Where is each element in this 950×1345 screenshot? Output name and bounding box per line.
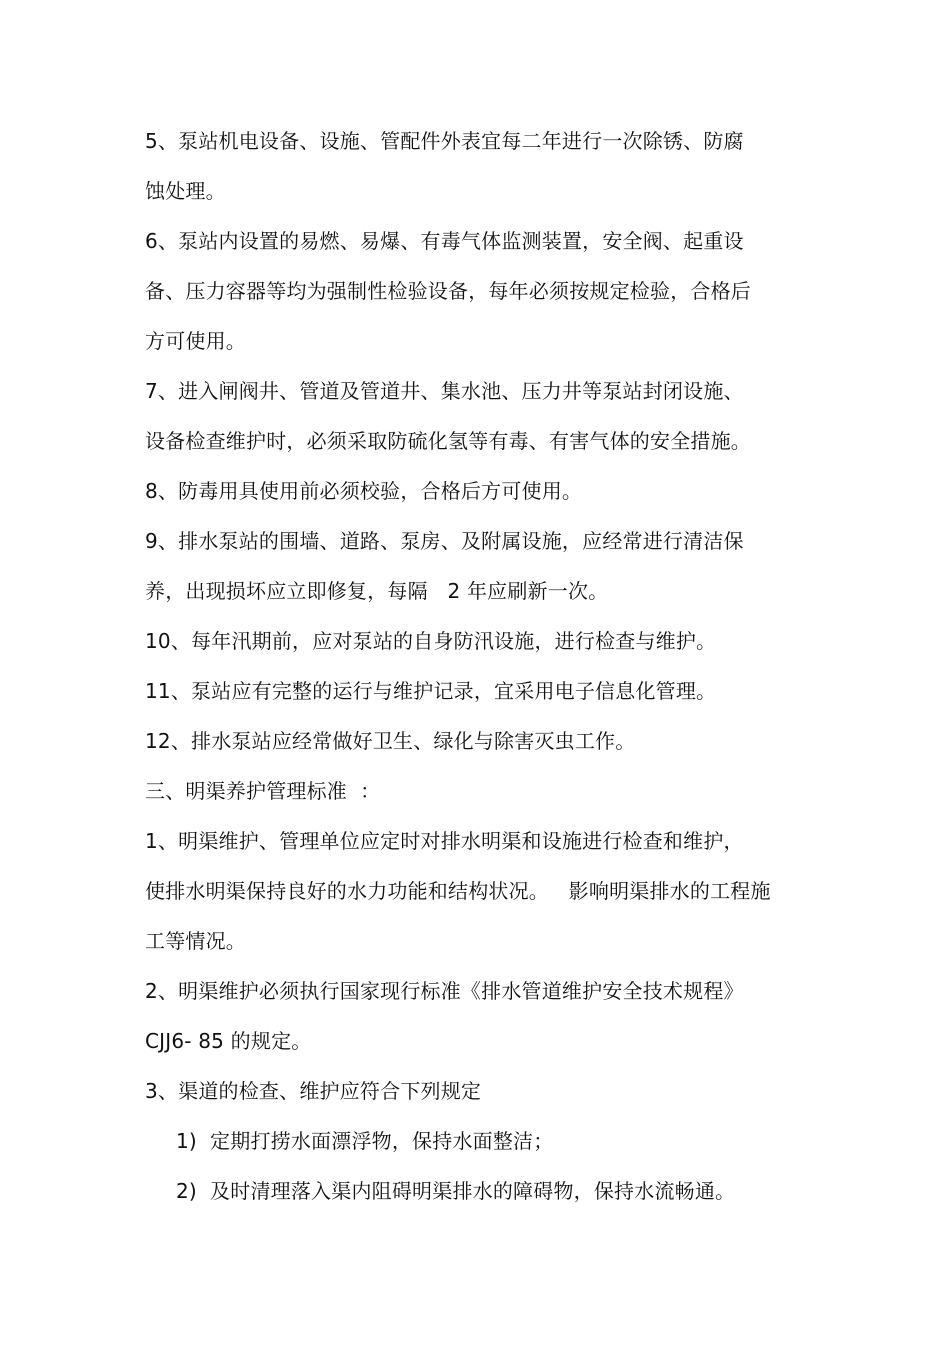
text-line: 蚀处理。 — [145, 179, 226, 203]
text-line: 备、压力容器等均为强制性检验设备，每年必须按规定检验，合格后 — [145, 279, 751, 303]
section-heading: 三、明渠养护管理标准 ： — [145, 779, 381, 803]
sub-list-item: 2) 及时清理落入渠内阻碍明渠排水的障碍物，保持水流畅通。 — [176, 1179, 736, 1203]
text-line: 2、明渠维护必须执行国家现行标准《排水管道维护安全技术规程》 — [145, 979, 744, 1003]
text-line: 11、泵站应有完整的运行与维护记录，宜采用电子信息化管理。 — [145, 679, 717, 703]
text-line: 10、每年汛期前，应对泵站的自身防汛设施，进行检查与维护。 — [145, 629, 717, 653]
text-line: 养，出现损坏应立即修复，每隔 2 年应刷新一次。 — [145, 579, 609, 603]
text-line: 12、排水泵站应经常做好卫生、绿化与除害灭虫工作。 — [145, 729, 636, 753]
text-line: 5、泵站机电设备、设施、管配件外表宜每二年进行一次除锈、防腐 — [145, 129, 744, 153]
text-line: 工等情况。 — [145, 929, 246, 953]
text-line: 使排水明渠保持良好的水力功能和结构状况。 影响明渠排水的工程施 — [145, 879, 771, 903]
text-line: 7、进入闸阀井、管道及管道井、集水池、压力井等泵站封闭设施、 — [145, 379, 744, 403]
text-line: CJJ6- 85 的规定。 — [145, 1029, 312, 1053]
text-line: 8、防毒用具使用前必须校验，合格后方可使用。 — [145, 479, 583, 503]
sub-list-item: 1) 定期打捞水面漂浮物，保持水面整洁； — [176, 1129, 554, 1153]
text-line: 3、渠道的检查、维护应符合下列规定 — [145, 1079, 482, 1103]
text-line: 9、排水泵站的围墙、道路、泵房、及附属设施，应经常进行清洁保 — [145, 529, 744, 553]
text-line: 方可使用。 — [145, 329, 246, 353]
text-line: 1、明渠维护、管理单位应定时对排水明渠和设施进行检查和维护， — [145, 829, 744, 853]
text-line: 6、泵站内设置的易燃、易爆、有毒气体监测装置，安全阀、起重设 — [145, 229, 744, 253]
text-line: 设备检查维护时，必须采取防硫化氢等有毒、有害气体的安全措施。 — [145, 429, 751, 453]
